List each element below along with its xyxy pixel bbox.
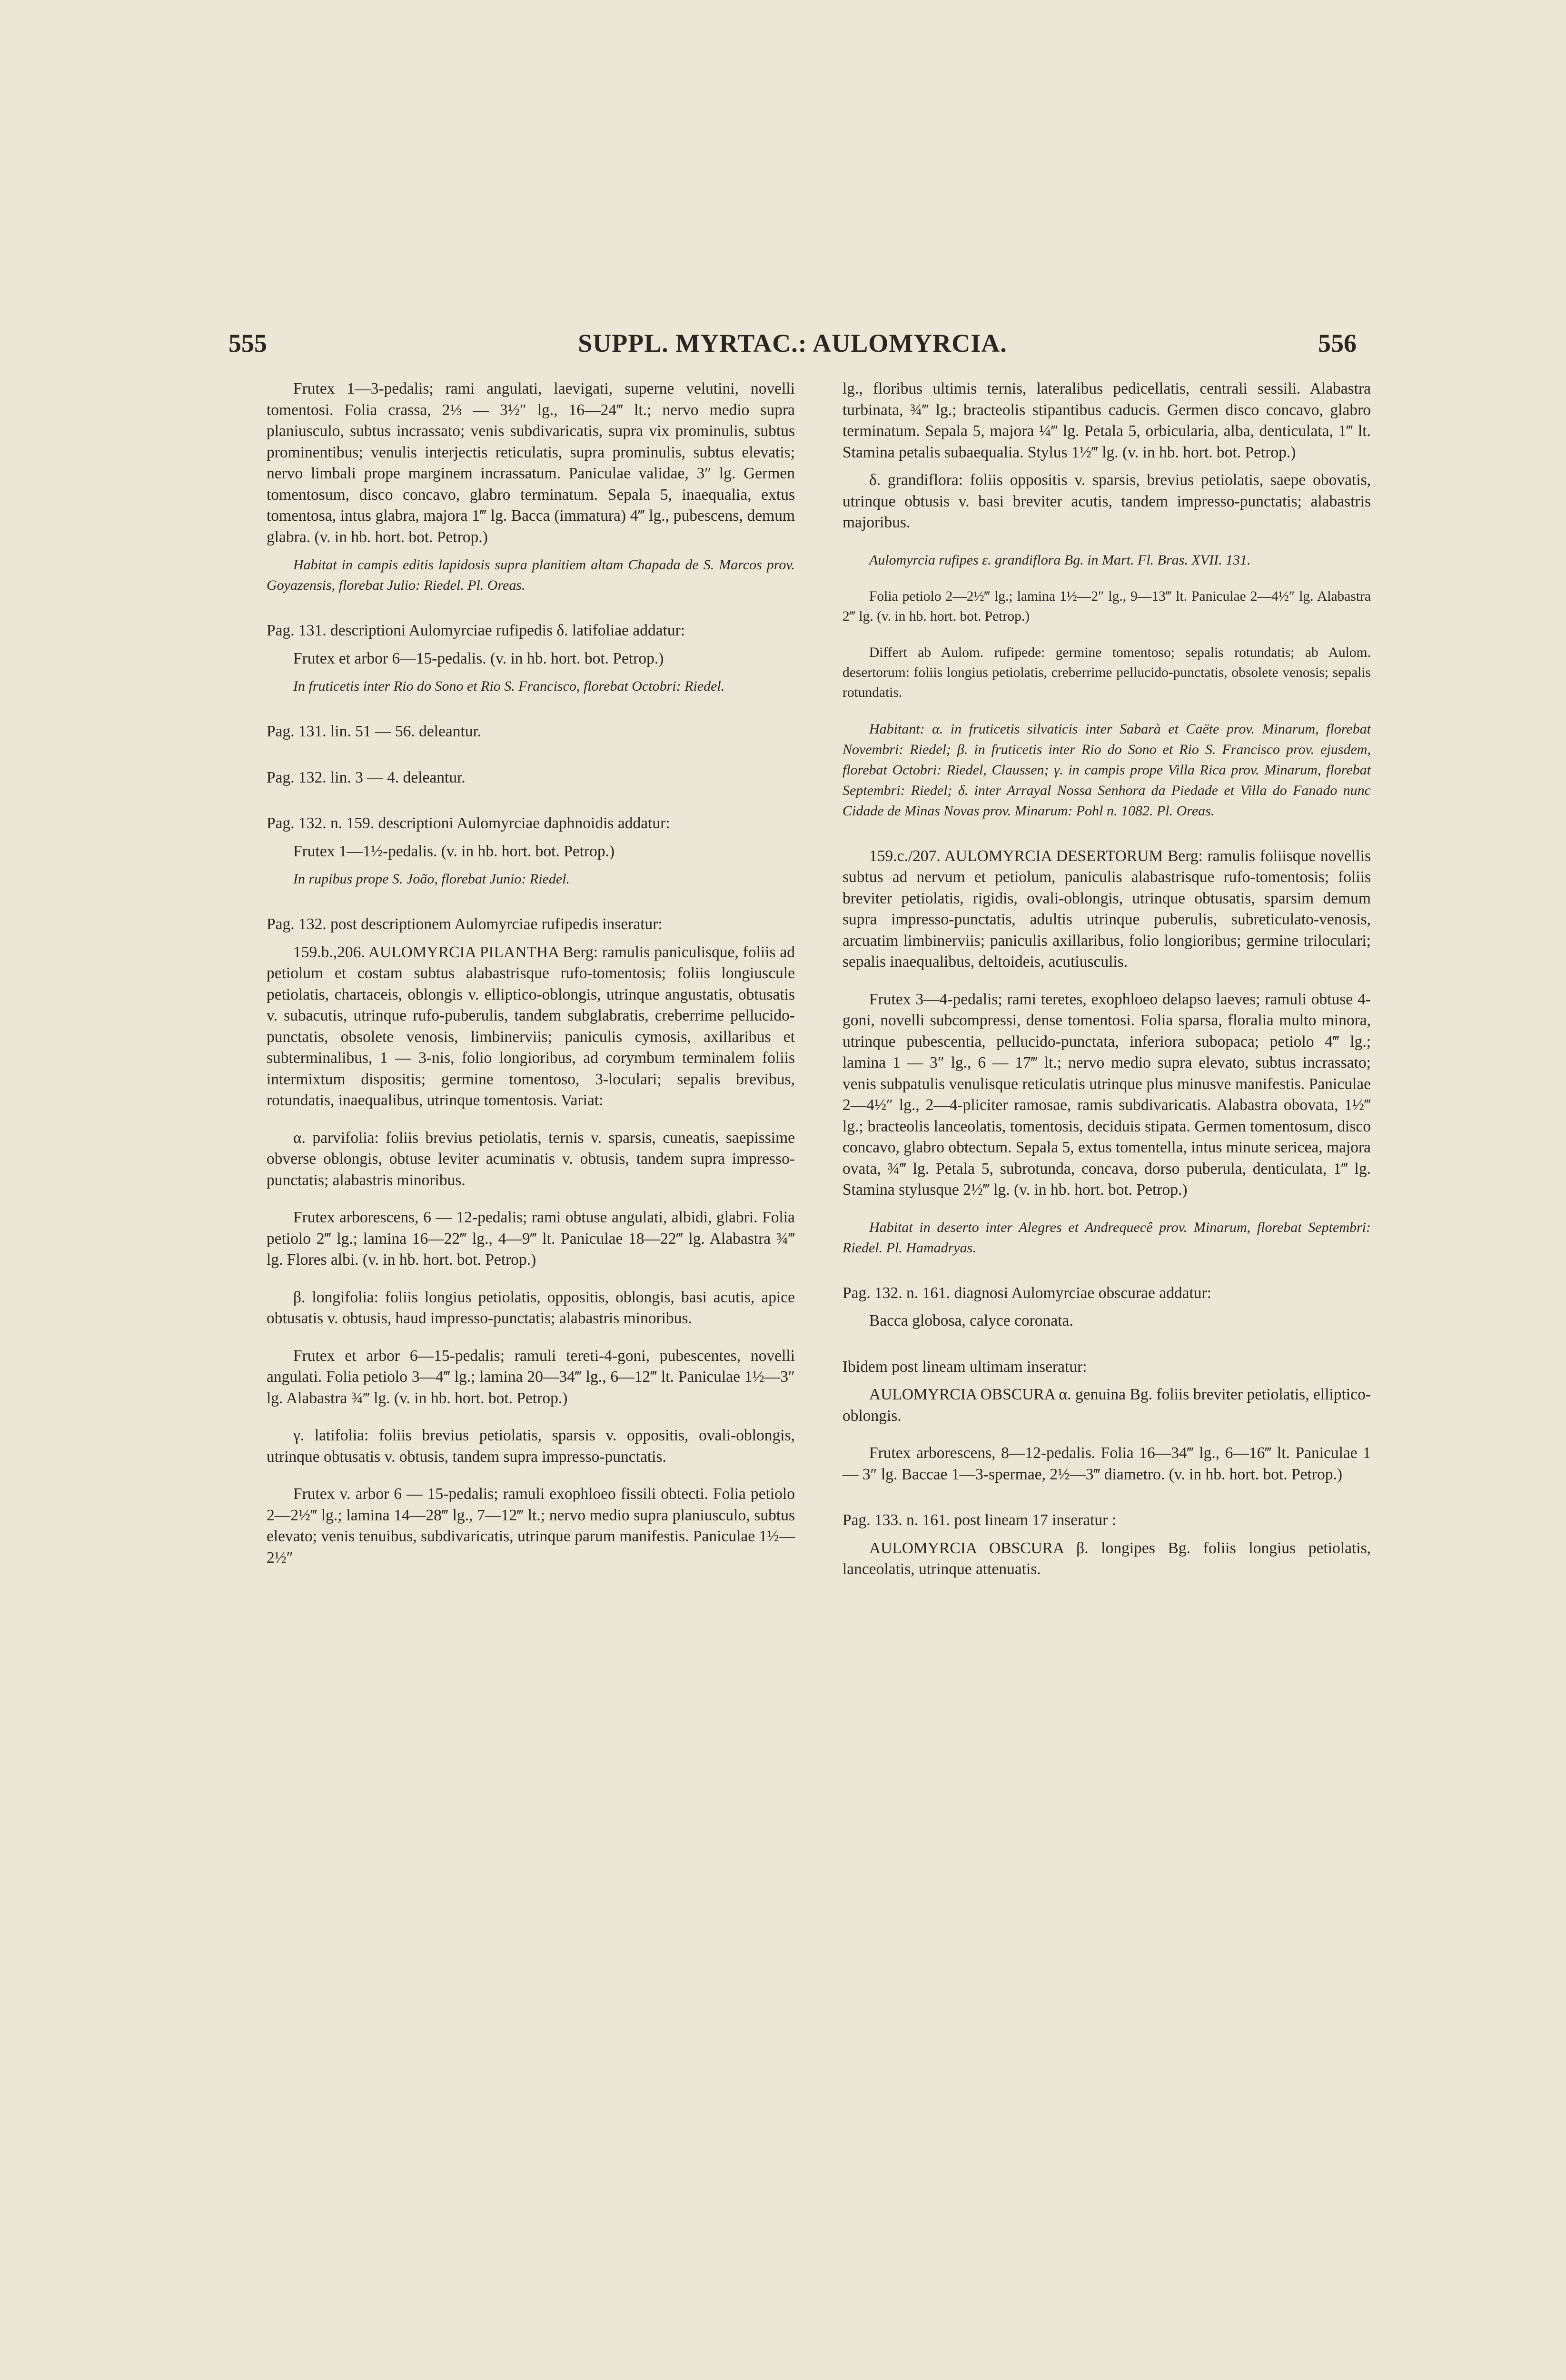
page-number-right: 556 <box>1318 329 1357 357</box>
paragraph: Pag. 132. n. 159. descriptioni Aulomyrciae daphnoidis addatur: <box>267 814 670 832</box>
left-column <box>267 378 795 1568</box>
page-header <box>228 328 1357 376</box>
paragraph: Frutex et arbor 6—15-pedalis. (v. in hb. hort. bot. Petrop.) <box>293 649 664 667</box>
paragraph: Habitat in deserto inter Alegres et Andrequecê prov. Minarum, florebat Septembri: Riedel. Pl. Hamadryas. <box>842 1219 1371 1256</box>
paragraph: Pag. 132. lin. 3 — 4. deleantur. <box>267 768 466 786</box>
paragraph: AULOMYRCIA OBSCURA β. longipes Bg. foliis longius petiolatis, lanceolatis, utrinque attenuatis. <box>842 1539 1371 1578</box>
paragraph: Frutex et arbor 6—15-pedalis; ramuli tereti-4-goni, pubescentes, novelli angulati. Folia petiolo 3—4‴ lg.; lamina 20—34‴ lg., 6—12‴ lt. Paniculae 1½—3″ lg. Alabastra ¾‴ lg. (v. in hb. hort. bot. Petrop.) <box>267 1347 795 1407</box>
paragraph: Folia petiolo 2—2½‴ lg.; lamina 1½—2″ lg., 9—13‴ lt. Paniculae 2—4½″ lg. Alabastra 2‴ lg. (v. in hb. hort. bot. Petrop.) <box>842 588 1371 624</box>
page-number-left: 555 <box>228 329 267 357</box>
paragraph: Aulomyrcia rufipes ε. grandiflora Bg. in Mart. Fl. Bras. XVII. 131. <box>869 552 1251 568</box>
paragraph: Frutex 1—3-pedalis; rami angulati, laevigati, superne velutini, novelli tomentosi. Folia crassa, 2⅓ — 3½″ lg., 16—24‴ lt.; nervo medio supra planiusculo, subtus incrassato; venis subdivaricatis, supra vix prominulis, subtus prominentibus; venulis interjectis reticulatis, supra prominulis, subtus elevatis; nervo limbali prope marginem incrassatum. Paniculae validae, 3″ lg. Germen tomentosum, disco concavo, glabro terminatum. Sepala 5, inaequalia, extus tomentosa, intus glabra, majora 1‴ lg. Bacca (immatura) 4‴ lg., pubescens, demum glabra. (v. in hb. hort. bot. Petrop.) <box>267 380 795 546</box>
paragraph: In rupibus prope S. João, florebat Junio: Riedel. <box>293 871 570 887</box>
paragraph: Frutex arborescens, 6 — 12-pedalis; rami obtuse angulati, albidi, glabri. Folia petiolo 2‴ lg.; lamina 16—22‴ lg., 4—9‴ lt. Paniculae 18—22‴ lg. Alabastra ¾‴ lg. Flores albi. (v. in hb. hort. bot. Petrop.) <box>267 1209 795 1269</box>
paragraph: Frutex 1—1½-pedalis. (v. in hb. hort. bot. Petrop.) <box>293 842 615 860</box>
paragraph: α. parvifolia: foliis brevius petiolatis, ternis v. sparsis, cuneatis, saepissime obverse oblongis, obtuse leviter acuminatis v. obtusis, tandem supra impresso-punctatis; alabastris minoribus. <box>267 1129 795 1189</box>
paragraph: Pag. 132. n. 161. diagnosi Aulomyrciae obscurae addatur: <box>842 1284 1211 1302</box>
paragraph: δ. grandiflora: foliis oppositis v. sparsis, brevius petiolatis, saepe obovatis, utrinque obtusis v. basi breviter acutis, tandem impresso-punctatis; alabastris majoribus. <box>842 471 1371 531</box>
paragraph: Pag. 131. descriptioni Aulomyrciae rufipedis δ. latifoliae addatur: <box>267 622 685 639</box>
paragraph: Habitat in campis editis lapidosis supra planitiem altam Chapada de S. Marcos prov. Goyazensis, florebat Julio: Riedel. Pl. Oreas. <box>267 557 795 593</box>
paragraph: AULOMYRCIA OBSCURA α. genuina Bg. foliis breviter petiolatis, elliptico-oblongis. <box>842 1386 1371 1425</box>
paragraph: Bacca globosa, calyce coronata. <box>869 1312 1073 1329</box>
paragraph: 159.c./207. AULOMYRCIA DESERTORUM Berg: ramulis foliisque novellis subtus ad nervum et petiolum, paniculis alabastrisque rufo-tomentosis; foliis breviter petiolatis, rigidis, ovali-oblongis, utrinque obtusatis, sparsim demum supra impresso-punctatis, adultis utrinque puberulis, subreticulato-venosis, arcuatim limbinerviis; paniculis axillaribus, folio longioribus; germine triloculari; sepalis inaequalibus, deltoideis, acutiusculis. <box>842 847 1371 971</box>
paragraph: Frutex arborescens, 8—12-pedalis. Folia 16—34‴ lg., 6—16‴ lt. Paniculae 1 — 3″ lg. Baccae 1—3-spermae, 2½—3‴ diametro. (v. in hb. hort. bot. Petrop.) <box>842 1444 1371 1483</box>
paragraph: Pag. 133. n. 161. post lineam 17 inseratur : <box>842 1511 1117 1529</box>
paragraph: In fruticetis inter Rio do Sono et Rio S. Francisco, florebat Octobri: Riedel. <box>293 678 725 694</box>
paragraph: 159.b.,206. AULOMYRCIA PILANTHA Berg: ramulis paniculisque, foliis ad petiolum et costam subtus alabastrisque rufo-tomentosis; foliis longiuscule petiolatis, chartaceis, oblongis v. elliptico-oblongis, utrinque angustatis, obtusatis v. subacutis, utrinque rufo-puberulis, tandem subglabratis, creberrime pellucido-punctatis, obsolete venosis, limbinerviis; paniculis cymosis, axillaribus et subterminalibus, 1 — 3-nis, folio longioribus, ad corymbum terminalem foliis intermixtum dispositis; germine tomentoso, 3-loculari; sepalis brevibus, rotundatis, inaequalibus, utrinque tomentosis. Variat: <box>267 943 795 1109</box>
paragraph: Differt ab Aulom. rufipede: germine tomentoso; sepalis rotundatis; ab Aulom. desertorum: foliis longius petiolatis, creberrime pellucido-punctatis, obsolete venosis; sepalis rotundatis. <box>842 645 1371 700</box>
paragraph: Pag. 132. post descriptionem Aulomyrciae rufipedis inseratur: <box>267 915 663 933</box>
paragraph: Pag. 131. lin. 51 — 56. deleantur. <box>267 723 482 740</box>
paragraph: Ibidem post lineam ultimam inseratur: <box>842 1358 1087 1376</box>
paragraph: lg., floribus ultimis ternis, lateralibus pedicellatis, centrali sessili. Alabastra turbinata, ¾‴ lg.; bracteolis stipantibus caducis. Germen disco concavo, glabro terminatum. Sepala 5, majora ¼‴ lg. Petala 5, orbicularia, alba, denticulata, 1‴ lt. Stamina petalis subaequalia. Stylus 1½‴ lg. (v. in hb. hort. bot. Petrop.) <box>842 380 1371 461</box>
paragraph: Frutex 3—4-pedalis; rami teretes, exophloeo delapso laeves; ramuli obtuse 4-goni, novelli subcompressi, dense tomentosi. Folia sparsa, floralia multo minora, utrinque pubescentia, pellucido-punctata, inferiora subopaca; petiolo 4‴ lg.; lamina 1 — 3″ lg., 6 — 17‴ lt.; nervo medio supra elevato, subtus incrassato; venis subpatulis venulisque reticulatis utrinque plus minusve manifestis. Paniculae 2—4½″ lg., 2—4-pliciter ramosae, ramis subdivaricatis. Alabastra obovata, 1½‴ lg.; bracteolis lanceolatis, tomentosis, deciduis stipata. Germen tomentosum, disco concavo, glabro obtectum. Sepala 5, extus tomentella, intus minute sericea, majora ovata, ¾‴ lg. Petala 5, subrotunda, concava, dorso puberula, denticulata, 1‴ lg. Stamina stylusque 2½‴ lg. (v. in hb. hort. bot. Petrop.) <box>842 990 1371 1199</box>
paragraph: Frutex v. arbor 6 — 15-pedalis; ramuli exophloeo fissili obtecti. Folia petiolo 2—2½‴ lg.; lamina 14—28‴ lg., 7—12‴ lt.; nervo medio supra planiusculo, subtus elevato; venis tenuibus, subdivaricatis, utrinque parum manifestis. Paniculae 1½—2½″ <box>267 1485 795 1567</box>
right-column <box>842 378 1371 1580</box>
paragraph: β. longifolia: foliis longius petiolatis, oppositis, oblongis, basi acutis, apice obtusatis v. obtusis, haud impresso-punctatis; alabastris minoribus. <box>267 1288 795 1327</box>
paragraph: Habitant: α. in fruticetis silvaticis inter Sabarà et Caëte prov. Minarum, florebat Novembri: Riedel; β. in fruticetis inter Rio do Sono et Rio S. Francisco prov. ejusdem, florebat Octobri: Riedel, Claussen; γ. in campis prope Villa Rica prov. Minarum, florebat Septembri: Riedel; δ. inter Arrayal Nossa Senhora da Piedade et Villa do Fanado nunc Cidade de Minas Novas prov. Minarum: Pohl n. 1082. Pl. Oreas. <box>842 721 1371 819</box>
paragraph: γ. latifolia: foliis brevius petiolatis, sparsis v. oppositis, ovali-oblongis, utrinque obtusatis v. obtusis, tandem supra impresso-punctatis. <box>267 1427 795 1466</box>
running-title: SUPPL. MYRTAC.: AULOMYRCIA. <box>578 329 1007 357</box>
